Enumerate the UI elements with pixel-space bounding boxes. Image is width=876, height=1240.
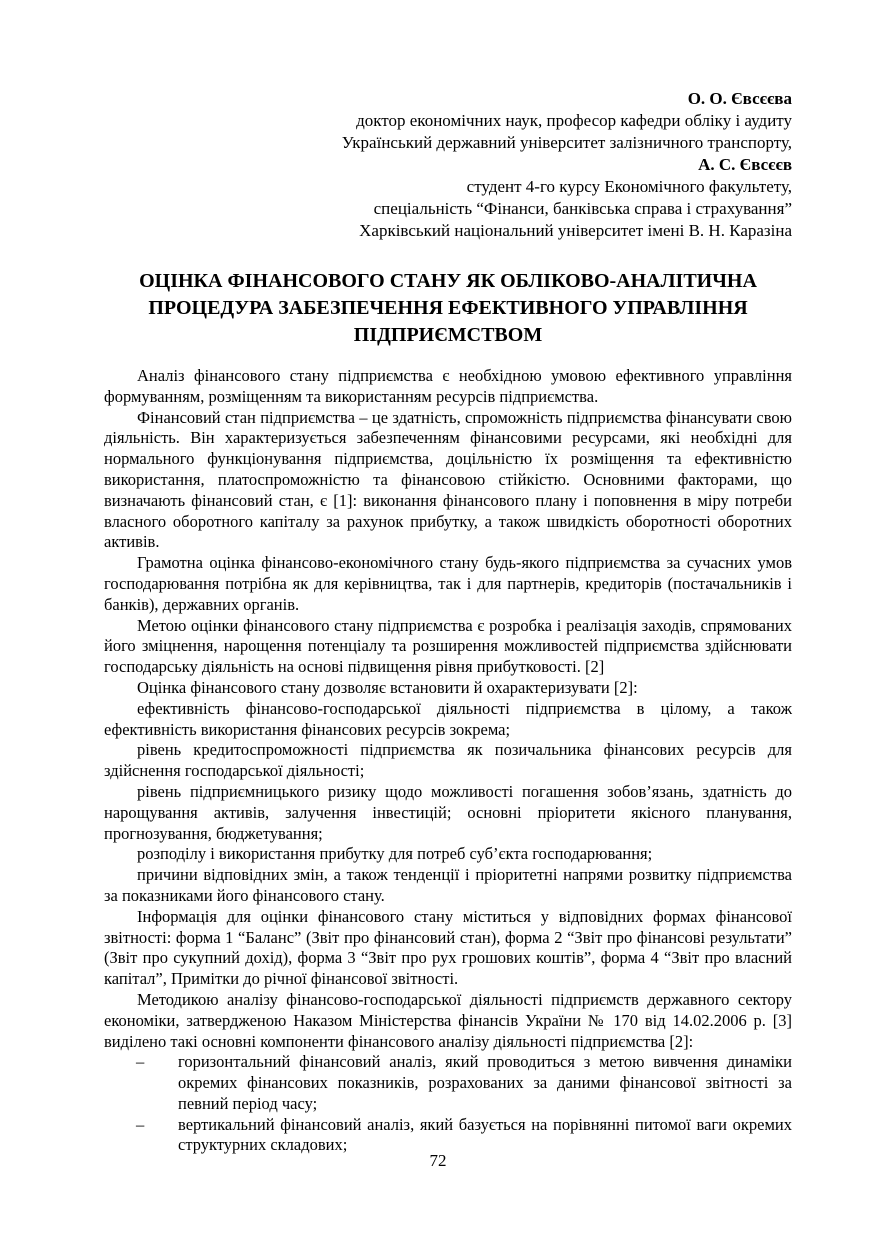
- paragraph-7: рівень кредитоспроможності підприємства як позичальника фінансових ресурсів для здійснення господарської діяльності;: [104, 740, 792, 781]
- paragraph-10: причини відповідних змін, а також тенденції і пріоритетні напрями розвитку підприємства за показниками його фінансового стану.: [104, 865, 792, 905]
- paragraph-12: Методикою аналізу фінансово-господарської діяльності підприємств державного сектору економіки, затвердженою Наказом Міністерства фінансів України № 170 від 14.02.2006 р. [3] виділено такі основні компоненти фінансового аналізу діяльності підприємства [2]:: [104, 989, 792, 1051]
- page-number: 72: [429, 1151, 447, 1170]
- byline-block: [104, 88, 792, 242]
- list-item-text: вертикальний фінансовий аналіз, який базується на порівнянні питомої ваги окремих структурних складових;: [178, 1114, 792, 1155]
- author-name: О. О. Євсєєва: [687, 89, 792, 108]
- author-2-role: студент 4-го курсу Економічного факультету,: [466, 177, 792, 196]
- author-name-2: А. С. Євсєєв: [698, 155, 792, 174]
- article-title: ОЦІНКА ФІНАНСОВОГО СТАНУ ЯК ОБЛІКОВО-АНАЛІТИЧНА ПРОЦЕДУРА ЗАБЕЗПЕЧЕННЯ ЕФЕКТИВНОГО УПРАВЛІННЯ ПІДПРИЄМСТВОМ: [139, 270, 757, 346]
- paragraph-3: Грамотна оцінка фінансово-економічного стану будь-якого підприємства за сучасних умов господарювання потрібна як для керівництва, так і для партнерів, кредиторів (постачальників і банків), державних органів.: [104, 553, 792, 614]
- list-dash-marker: –: [136, 1114, 145, 1134]
- author-degree: доктор економічних наук, професор кафедри обліку і аудиту: [356, 111, 792, 130]
- author-2-speciality: спеціальність “Фінанси, банківська справа і страхування”: [373, 199, 792, 218]
- list-dash-marker: –: [136, 1052, 145, 1072]
- paragraph-5: Оцінка фінансового стану дозволяє встановити й охарактеризувати [2]:: [137, 677, 638, 697]
- page-content: [104, 88, 792, 1156]
- paragraph-1: Аналіз фінансового стану підприємства є необхідною умовою ефективного управління формуванням, розміщенням та використанням ресурсів підприємства.: [104, 366, 792, 406]
- list-item-text: горизонтальний фінансовий аналіз, який проводиться з метою вивчення динаміки окремих фінансових показників, розрахованих за даними фінансової звітності за певний період часу;: [178, 1052, 792, 1113]
- article-body: [104, 366, 792, 1156]
- paragraph-9: розподілу і використання прибутку для потреб суб’єкта господарювання;: [137, 844, 653, 864]
- paragraph-2: Фінансовий стан підприємства – це здатність, спроможність підприємства фінансувати свою діяльність. Він характеризується забезпеченням фінансовими ресурсами, які необхідні для нормального функціонування підприємства, доцільністю їх розміщення та ефективністю використання, платоспроможністю та фінансовою стійкістю. Основними факторами, що визначають фінансовий стан, є [1]: виконання фінансового плану і поповнення в міру потреби власного оборотного капіталу за рахунок прибутку, а також швидкість оборотності оборотних активів.: [104, 407, 792, 552]
- paragraph-6: ефективність фінансово-господарської діяльності підприємства в цілому, а також ефективність використання фінансових ресурсів зокрема;: [104, 698, 792, 739]
- paragraph-8: рівень підприємницького ризику щодо можливості погашення зобов’язань, здатність до нарощування активів, залучення інвестицій; основні пріоритети якісного планування, прогнозування, бюджетування;: [104, 781, 792, 843]
- author-affiliation: Український державний університет залізничного транспорту,: [341, 133, 792, 152]
- author-2-affiliation: Харківський національний університет імені В. Н. Каразіна: [359, 221, 792, 240]
- list-item: [104, 1052, 792, 1114]
- paragraph-11: Інформація для оцінки фінансового стану міститься у відповідних формах фінансової звітності: форма 1 “Баланс” (Звіт про фінансовий стан), форма 2 “Звіт про фінансові результати” (Звіт про сукупний дохід), форма 3 “Звіт про рух грошових коштів”, форма 4 “Звіт про власний капітал”, Примітки до річної фінансової звітності.: [104, 906, 792, 989]
- paragraph-4: Метою оцінки фінансового стану підприємства є розробка і реалізація заходів, спрямованих його зміцнення, нарощення потенціалу та розширення можливостей підприємства здійснювати господарську діяльність на основі підвищення рівня прибутковості. [2]: [104, 615, 792, 677]
